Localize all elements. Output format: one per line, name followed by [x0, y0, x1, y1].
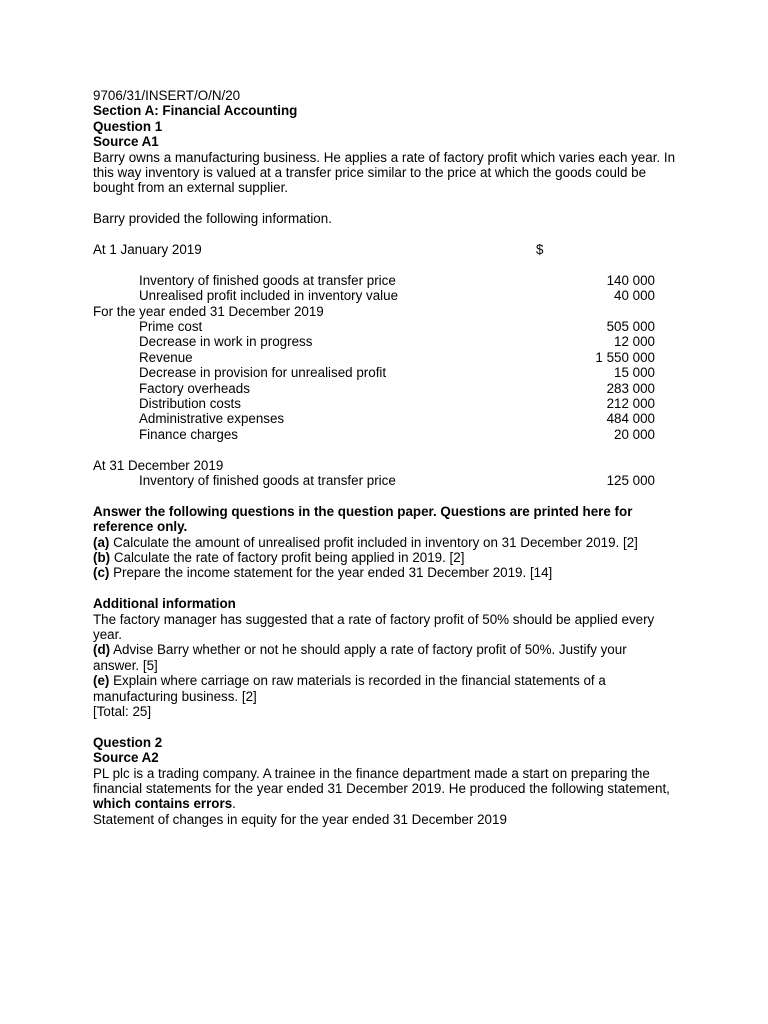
source-a1-title: Source A1	[93, 134, 159, 150]
total-marks: [Total: 25]	[93, 703, 152, 719]
document-content	[93, 88, 693, 827]
opening-date-heading: At 1 January 2019	[93, 242, 202, 258]
table-row: Decrease in provision for unrealised profit 15 000	[139, 365, 655, 381]
currency-heading: $	[536, 242, 544, 258]
closing-date-heading: At 31 December 2019	[93, 457, 224, 473]
question-2-title: Question 2	[93, 734, 163, 750]
question-item: (c) Prepare the income statement for the year ended 31 December 2019. [14]	[93, 565, 553, 581]
question-1-intro: Barry owns a manufacturing business. He applies a rate of factory profit which varies each year. In this way inventory is valued at a transfer price similar to the price at which the goods could be bought from an external supplier.	[93, 149, 676, 196]
additional-info-heading: Additional information	[93, 596, 236, 612]
table-row: Finance charges 20 000	[139, 426, 655, 442]
question-1-title: Question 1	[93, 118, 163, 134]
question-item: (b) Calculate the rate of factory profit being applied in 2019. [2]	[93, 549, 465, 565]
table-row: Unrealised profit included in inventory value 40 000	[139, 288, 655, 304]
table-row: Prime cost 505 000	[139, 319, 655, 334]
year-heading: For the year ended 31 December 2019	[93, 303, 324, 319]
table-row: Distribution costs 212 000	[139, 395, 655, 411]
table-row: Inventory of finished goods at transfer price 140 000	[139, 272, 655, 288]
question-item: (e) Explain where carriage on raw materials is recorded in the financial statements of a manufacturing business. [2]	[93, 673, 606, 704]
info-lead: Barry provided the following information.	[93, 211, 332, 227]
additional-info-text: The factory manager has suggested that a rate of factory profit of 50% should be applied every year.	[93, 611, 655, 642]
table-row: Administrative expenses 484 000	[139, 411, 655, 427]
paper-code: 9706/31/INSERT/O/N/20	[93, 88, 241, 103]
answer-instruction: Answer the following questions in the question paper. Questions are printed here for reference only.	[93, 503, 633, 535]
opening-heading-row	[93, 242, 693, 257]
question-item: (a) Calculate the amount of unrealised profit included in inventory on 31 December 2019. [2]	[93, 534, 638, 550]
table-row: Revenue 1 550 000	[139, 349, 655, 365]
statement-title: Statement of changes in equity for the year ended 31 December 2019	[93, 811, 507, 827]
question-item: (d) Advise Barry whether or not he should apply a rate of factory profit of 50%. Justify your answer. [5]	[93, 642, 627, 673]
table-row: Decrease in work in progress 12 000	[139, 334, 655, 350]
table-row: Factory overheads 283 000	[139, 380, 655, 396]
source-a2-title: Source A2	[93, 750, 159, 766]
section-heading: Section A: Financial Accounting	[93, 103, 298, 119]
table-row: Inventory of finished goods at transfer price 125 000	[139, 472, 655, 488]
question-2-intro: PL plc is a trading company. A trainee in the finance department made a start on preparing the financial statements for the year ended 31 December 2019. He produced the following statement, which contains errors.	[93, 765, 670, 812]
